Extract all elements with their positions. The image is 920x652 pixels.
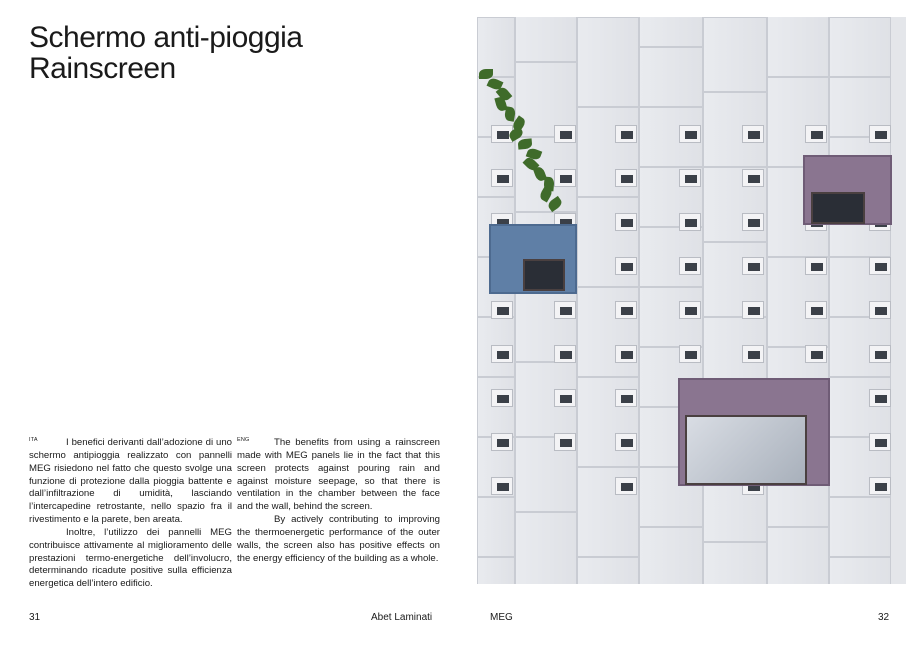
facade-panel: [577, 17, 639, 107]
small-window: [615, 389, 637, 407]
facade-panel: [829, 557, 891, 584]
ita-paragraph-1: I benefici derivanti dall’adozione di uno schermo antipioggia realizzato con pannelli MEG risiedono nel fatto che questo svolge una funzione di protezione dalla pioggia battente e dall’infiltrazione di umidità, lasciando l’intercapedine retrostante, nello spazio fra il rivestimento e la parete, ben areata.: [29, 437, 232, 526]
small-window: [679, 257, 701, 275]
small-window: [742, 301, 764, 319]
small-window: [491, 433, 513, 451]
facade-panel: [829, 497, 891, 557]
small-window: [615, 169, 637, 187]
small-window: [491, 345, 513, 363]
facade-panel: [477, 137, 515, 197]
small-window: [491, 477, 513, 495]
facade-panel: [829, 17, 891, 77]
page-number-left: 31: [29, 612, 41, 623]
title-line-2: Rainscreen: [29, 52, 176, 85]
small-window: [869, 301, 891, 319]
window-glass: [685, 415, 807, 485]
small-window: [742, 257, 764, 275]
facade-panel: [639, 527, 703, 584]
small-window: [742, 125, 764, 143]
small-window: [554, 389, 576, 407]
facade-panel: [703, 542, 767, 584]
facade-panel: [477, 557, 515, 584]
small-window: [554, 433, 576, 451]
small-window: [742, 345, 764, 363]
facade-panel: [767, 17, 829, 77]
facade-panel: [515, 512, 577, 584]
small-window: [869, 477, 891, 495]
small-window: [615, 477, 637, 495]
small-window: [491, 301, 513, 319]
small-window: [679, 125, 701, 143]
small-window: [491, 389, 513, 407]
facade-panel: [829, 377, 891, 437]
footer-product: MEG: [490, 612, 513, 623]
small-window: [679, 213, 701, 231]
small-window: [679, 169, 701, 187]
facade-panel: [577, 557, 639, 584]
facade-panel: [767, 527, 829, 584]
small-window: [805, 125, 827, 143]
facade-panel: [639, 17, 703, 47]
small-window: [615, 433, 637, 451]
small-window: [554, 301, 576, 319]
small-window: [615, 213, 637, 231]
small-window: [805, 301, 827, 319]
small-window: [491, 169, 513, 187]
small-window: [742, 169, 764, 187]
small-window: [805, 345, 827, 363]
small-window: [742, 213, 764, 231]
small-window: [869, 345, 891, 363]
small-window: [869, 389, 891, 407]
small-window: [869, 433, 891, 451]
small-window: [615, 125, 637, 143]
small-window: [869, 257, 891, 275]
eng-paragraph-1: The benefits from using a rainscreen made with MEG panels lie in the fact that this screen protects against pouring rain and against moisture seepage, so that there is ventilation in the chamber between the face and the wall, behind the screen.: [237, 437, 440, 513]
language-tag-eng: ENG: [237, 437, 250, 443]
facade-panel: [703, 17, 767, 92]
english-text-column: [237, 437, 440, 565]
title-line-1: Schermo anti-pioggia: [29, 21, 303, 54]
italian-text-column: [29, 437, 232, 591]
facade-panel: [477, 377, 515, 437]
small-window: [554, 345, 576, 363]
footer-brand: Abet Laminati: [371, 612, 433, 623]
language-tag-ita: ITA: [29, 437, 38, 443]
page-title: [29, 22, 303, 84]
eng-paragraph-2: By actively contributing to improving the thermoenergetic performance of the outer walls, the screen also has positive effects on the energy efficiency of the building as a whole.: [237, 514, 440, 564]
small-window: [554, 125, 576, 143]
small-window: [805, 257, 827, 275]
small-window: [679, 345, 701, 363]
small-window: [615, 257, 637, 275]
ita-paragraph-2: Inoltre, l’utilizzo dei pannelli MEG contribuisce attivamente al miglioramento delle prestazioni termo-energetiche dell’involucro, determinando ricadute positive sulla efficienza energetica dell’intero edificio.: [29, 526, 232, 590]
facade-photo: [477, 17, 906, 584]
window-glass: [523, 259, 565, 291]
small-window: [679, 301, 701, 319]
small-window: [554, 169, 576, 187]
facade-panel: [639, 47, 703, 107]
small-window: [615, 345, 637, 363]
small-window: [615, 301, 637, 319]
page-number-right: 32: [878, 612, 890, 623]
small-window: [869, 125, 891, 143]
window-glass: [811, 192, 865, 224]
facade-panel: [477, 17, 515, 77]
facade-panel: [767, 77, 829, 167]
facade-panel: [477, 497, 515, 557]
facade-panel: [515, 17, 577, 62]
